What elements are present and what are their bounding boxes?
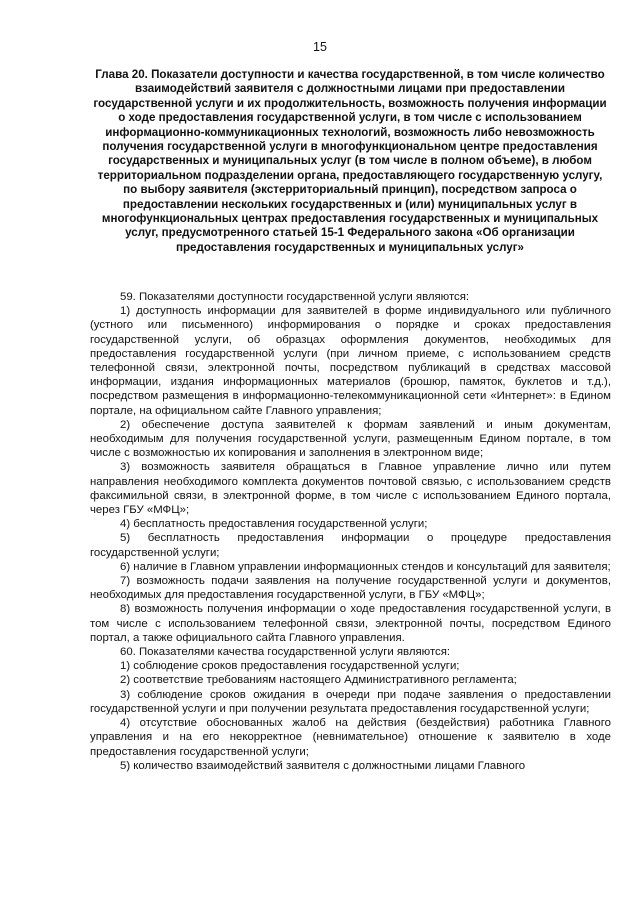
paragraph: 5) количество взаимодействий заявителя с должностными лицами Главного [120, 759, 526, 772]
paragraph: 8) возможность получения информации о ходе предоставления государственной услуги, в том числе с использованием телефонной связи, электронной почты, посредством Единого портал, а также официального сайта Главного управления. [90, 603, 611, 644]
paragraph: 3) возможность заявителя обращаться в Главное управление лично или путем направления необходимого комплекта документов почтовой связью, с использованием средств факсимильной связи, в электронной форме, в том числе с использованием Единого портала, через ГБУ «МФЦ»; [90, 461, 611, 517]
paragraph: 4) бесплатность предоставления государственной услуги; [120, 518, 428, 531]
paragraph: 1) соблюдение сроков предоставления государственной услуги; [120, 660, 460, 673]
paragraph: 7) возможность подачи заявления на получение государственной услуги и документов, необходимых для предоставления государственной услуги, в ГБУ «МФЦ»; [90, 575, 611, 602]
paragraph: 4) отсутствие обоснованных жалоб на действия (бездействия) работника Главного управления и на его некорректное (невнимательное) отношение к заявителю в ходе предоставления государственной услуги; [90, 717, 611, 758]
paragraph: 59. Показателями доступности государственной услуги являются: [120, 291, 470, 303]
paragraph: 60. Показателями качества государственной услуги являются: [120, 646, 451, 659]
paragraph: 3) соблюдение сроков ожидания в очереди при подаче заявления о предоставлении государственной услуги и при получении результата предоставления государственной услуги; [90, 688, 611, 715]
paragraph: 1) доступность информации для заявителей в форме индивидуального или публичного (устного или письменного) информирования о порядке и сроках предоставления государственной услуги, об образцах оформления документов, необходимых для предоставления государственной услуги (при личном приеме, с использованием средств телефонной связи, электронной почты, посредством публикаций в средствах массовой информации, издания информационных материалов (брошюр, памяток, буклетов и т.д.), посредством размещения в информационно-телекоммуникационной сети «Интернет»: в Едином портале, на официальном сайте Главного управления; [90, 305, 611, 417]
paragraph: 2) соответствие требованиям настоящего Административного регламента; [120, 674, 517, 687]
paragraph: 6) наличие в Главном управлении информационных стендов и консультаций для заявителя; [120, 560, 611, 573]
paragraph: 2) обеспечение доступа заявителей к формам заявлений и иным документам, необходимым для получения государственной услуги, размещенным Едином портале, в том числе с возможностью их копирования и заполнения в электронном виде; [90, 418, 611, 460]
chapter-heading: Глава 20. Показатели доступности и качества государственной, в том числе количество взаимодействий заявителя с должностными лицами при предоставлении государственной услуги и их продолжительность, возможность получения информации о ходе предоставления государственной услуги, в том числе с использованием информационно-коммуникационных технологий, возможность либо невозможность получения государственной услуги в многофункциональном центре предоставления государственных и муниципальных услуг (в том числе в полном объеме), в любом территориальном подразделении органа, предоставляющего государственную услугу, по выбору заявителя (экстерриториальный принцип), посредством запроса о предоставлении нескольких государственных и (или) муниципальных услуг в многофункциональных центрах предоставления государственных и муниципальных услуг, предусмотренного статьей 15-1 Федерального закона «Об организации предоставления государственных и муниципальных услуг» [93, 68, 607, 254]
document-body [90, 290, 611, 773]
page-number: 15 [313, 40, 327, 54]
paragraph: 5) бесплатность предоставления информации о процедуре предоставления государственной услуги; [90, 532, 611, 559]
